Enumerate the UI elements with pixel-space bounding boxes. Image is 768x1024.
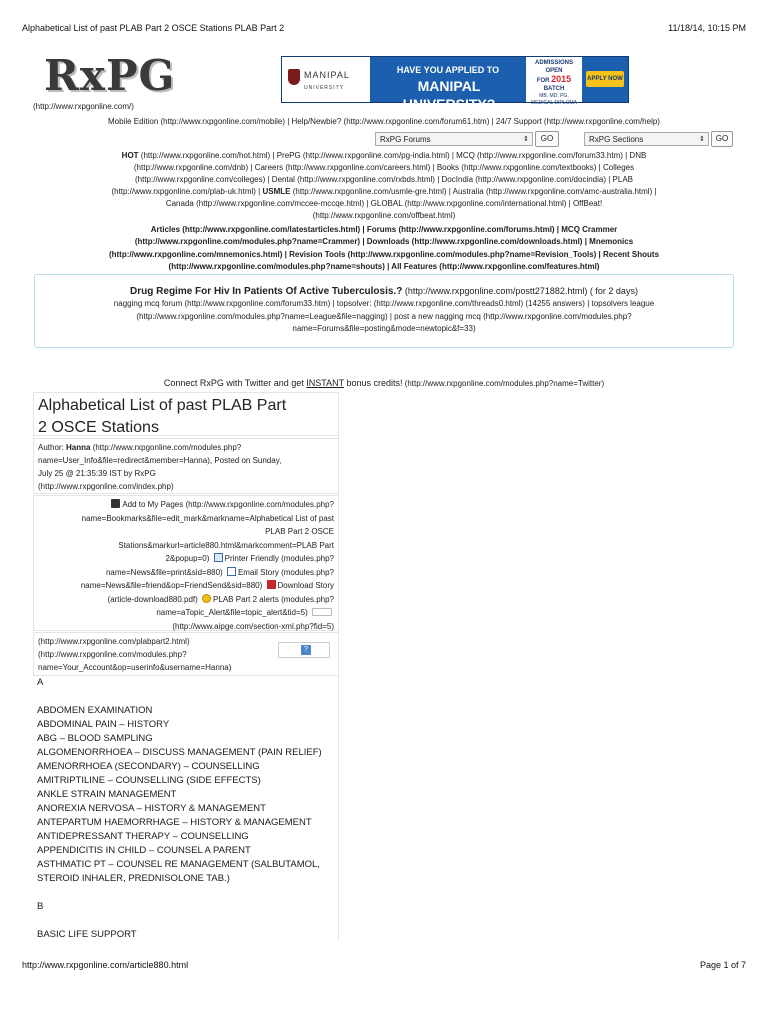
list-gap bbox=[37, 886, 337, 900]
author-line3: July 25 @ 21:35:39 IST by RxPG bbox=[38, 469, 156, 478]
bottom-l2[interactable]: (http://www.rxpgonline.com/modules.php? bbox=[38, 650, 187, 659]
list-item: ABDOMEN EXAMINATION bbox=[37, 705, 153, 716]
bookmark-disk-icon bbox=[111, 499, 120, 508]
email-story-link[interactable]: Email Story (modules.php? bbox=[237, 567, 334, 577]
author-url[interactable]: (http://www.rxpgonline.com/modules.php? bbox=[90, 443, 242, 452]
action-l3[interactable]: PLAB Part 2 OSCE bbox=[265, 527, 334, 536]
links-line-a[interactable] bbox=[34, 150, 734, 162]
list-item: ASTHMATIC PT – COUNSEL RE MANAGEMENT (SALBUTAMOL, bbox=[37, 859, 320, 870]
action-l1[interactable]: Add to My Pages (http://www.rxpgonline.com/modules.php? bbox=[122, 500, 334, 509]
banner-question-2: MANIPAL UNIVERSITY? bbox=[402, 78, 496, 112]
author-line1 bbox=[38, 441, 334, 454]
action-l9[interactable]: name=aTopic_Alert&file=topic_alert&tid=5) bbox=[156, 608, 308, 617]
article-author-info bbox=[33, 438, 339, 494]
feature-links[interactable] bbox=[30, 224, 738, 273]
author-line4[interactable]: (http://www.rxpgonline.com/index.php) bbox=[38, 482, 174, 491]
connect-post: bonus credits! bbox=[343, 378, 403, 388]
sections-select-value: RxPG Sections bbox=[589, 135, 644, 144]
article-title-line1: Alphabetical List of past PLAB Part bbox=[38, 397, 287, 414]
top-nav-links[interactable]: Mobile Edition (http://www.rxpgonline.com/mobile) | Help/Newbie? (http://www.rxpgonline.com/forum61.htm) | 24/7 Support (http://www.rxpgonline.com/help) bbox=[108, 117, 660, 126]
news-sub-line1[interactable]: nagging mcq forum (http://www.rxpgonline.com/forum33.htm) | topsolver: (http://www.rxpgonline.com/threads0.html) (14255 answers) | topsolvers league bbox=[113, 299, 655, 308]
author-line2 bbox=[38, 454, 334, 467]
forums-go-button[interactable]: GO bbox=[535, 131, 559, 147]
rss-button-icon[interactable] bbox=[312, 608, 332, 616]
section-heading-b: B bbox=[37, 901, 44, 912]
action-printer-row[interactable] bbox=[38, 552, 334, 566]
banner-brand-sub: UNIVERSITY bbox=[304, 85, 345, 91]
rxpg-logo[interactable]: RxPG bbox=[44, 51, 176, 100]
action-l5-pre[interactable]: 2&popup=0) bbox=[165, 554, 210, 563]
nagging-mcq-box bbox=[34, 274, 734, 348]
banner-admissions-line1: ADMISSIONS OPEN bbox=[534, 60, 573, 74]
list-item: ANTIDEPRESSANT THERAPY – COUNSELLING bbox=[37, 831, 249, 842]
feature-links-line1[interactable]: Articles (http://www.rxpgonline.com/latestarticles.html) | Forums (http://www.rxpgonline.com/forums.html) | MCQ Crammer bbox=[150, 225, 618, 234]
links-line-e[interactable]: Canada (http://www.rxpgonline.com/mccee-mccqe.html) | GLOBAL (http://www.rxpgonline.com/international.html) | OffBeat! bbox=[165, 199, 603, 208]
content-column-border bbox=[338, 392, 339, 940]
list-item: AMITRIPTILINE – COUNSELLING (SIDE EFFECTS) bbox=[37, 775, 261, 786]
article-actions bbox=[33, 495, 339, 631]
action-l8-pre[interactable]: (article-download880.pdf) bbox=[107, 594, 198, 604]
feature-links-line4[interactable]: (http://www.rxpgonline.com/modules.php?name=shouts) | All Features (http://www.rxpgonline.com/features.html) bbox=[168, 261, 600, 271]
printer-icon[interactable] bbox=[214, 553, 223, 562]
print-footer-page: Page 1 of 7 bbox=[699, 960, 746, 970]
plab-alerts-link[interactable]: PLAB Part 2 alerts (modules.php? bbox=[213, 594, 334, 604]
banner-brand: MANIPAL bbox=[304, 70, 350, 80]
news-headline[interactable]: Drug Regime For Hiv In Patients Of Active Tuberculosis.? bbox=[130, 286, 403, 297]
forums-select-value: RxPG Forums bbox=[380, 135, 431, 144]
author-url-rest[interactable]: name=User_Info&file=redirect&member=Hanna) bbox=[38, 456, 210, 465]
links-line-d-post[interactable]: (http://www.rxpgonline.com/usmle-gre.html) | Australia (http://www.rxpgonline.com/amc-australia.html) | bbox=[290, 187, 657, 196]
banner-question-1: HAVE YOU APPLIED TO bbox=[396, 65, 500, 75]
news-headline-url[interactable]: (http://www.rxpgonline.com/postt271882.html) bbox=[402, 286, 590, 296]
news-sub-line2[interactable]: (http://www.rxpgonline.com/modules.php?name=League&file=nagging) | post a new nagging mcq (http://www.rxpgonline.com/modules.php? bbox=[136, 311, 632, 321]
list-item: ABG – BLOOD SAMPLING bbox=[37, 733, 153, 744]
links-line-f[interactable]: (http://www.rxpgonline.com/offbeat.html) bbox=[312, 211, 456, 220]
list-item: ABDOMINAL PAIN – HISTORY bbox=[37, 719, 170, 730]
action-email-row[interactable] bbox=[38, 566, 334, 580]
news-headline-row[interactable] bbox=[35, 285, 733, 298]
list-item: AMENORRHOEA (SECONDARY) – COUNSELLING bbox=[37, 761, 260, 772]
print-footer-url: http://www.rxpgonline.com/article880.html bbox=[22, 960, 189, 970]
list-item: APPENDICITIS IN CHILD – COUNSEL A PARENT bbox=[37, 845, 251, 856]
banner-diploma: MEDICAL DIPLOMA bbox=[531, 100, 577, 106]
sections-go-button[interactable]: GO bbox=[711, 131, 733, 147]
action-add-to-pages[interactable] bbox=[38, 498, 334, 512]
help-button[interactable] bbox=[278, 642, 330, 658]
links-line-c[interactable]: (http://www.rxpgonline.com/colleges) | Dental (http://www.rxpgonline.com/rxbds.html) | DocIndia (http://www.rxpgonline.com/docindia) | PLAB bbox=[135, 175, 633, 184]
article-title-line2: 2 OSCE Stations bbox=[38, 419, 159, 436]
download-story-link[interactable]: Download Story bbox=[277, 581, 334, 590]
email-icon[interactable] bbox=[227, 567, 236, 576]
action-l6-pre[interactable]: name=News&file=print&sid=880) bbox=[105, 567, 223, 577]
author-label: Author: bbox=[38, 443, 67, 452]
news-age: ( for 2 days) bbox=[589, 286, 638, 296]
feature-links-line2[interactable]: (http://www.rxpgonline.com/modules.php?name=Crammer) | Downloads (http://www.rxpgonline.com/downloads.html) | Mnemonics bbox=[134, 237, 634, 247]
list-item: ANTEPARTUM HAEMORRHAGE – HISTORY & MANAGEMENT bbox=[37, 817, 312, 828]
help-icon: ? bbox=[301, 645, 311, 655]
author-name-link[interactable]: Hanna bbox=[66, 443, 91, 452]
print-header-title: Alphabetical List of past PLAB Part 2 OSCE Stations PLAB Part 2 bbox=[22, 23, 285, 33]
banner-admissions-line2 bbox=[526, 75, 582, 93]
list-item: ANOREXIA NERVOSA – HISTORY & MANAGEMENT bbox=[37, 803, 266, 814]
banner-brand-panel bbox=[282, 57, 370, 102]
pdf-icon[interactable] bbox=[267, 580, 276, 589]
usmle-link[interactable]: USMLE bbox=[262, 187, 291, 196]
station-list-a bbox=[37, 704, 337, 886]
action-l10[interactable]: (http://www.aipge.com/section-xml.php?fid=5) bbox=[172, 621, 334, 631]
list-gap bbox=[37, 914, 337, 928]
print-header-datetime: 11/18/14, 10:15 PM bbox=[668, 23, 746, 33]
links-line-d-pre[interactable]: (http://www.rxpgonline.com/plab-uk.html) | bbox=[111, 187, 263, 196]
news-sub-line3[interactable]: name=Forums&file=posting&mode=newtopic&f=33) bbox=[292, 324, 476, 333]
links-line-b[interactable]: (http://www.rxpgonline.com/dnb) | Careers (http://www.rxpgonline.com/careers.html) | Books (http://www.rxpgonline.com/textbooks) | Colleges bbox=[133, 163, 635, 172]
alert-icon[interactable] bbox=[202, 594, 211, 603]
article-title bbox=[33, 392, 339, 436]
section-heading-a: A bbox=[37, 677, 44, 688]
links-line-a-text[interactable]: (http://www.rxpgonline.com/hot.html) | PrePG (http://www.rxpgonline.com/pg-india.html) | MCQ (http://www.rxpgonline.com/forum33.htm) | DNB bbox=[138, 151, 647, 160]
select-arrows-icon: ⇕ bbox=[523, 136, 529, 143]
posted-on: , Posted on Sunday, bbox=[209, 456, 282, 465]
list-item: BASIC LIFE SUPPORT bbox=[37, 929, 137, 940]
printer-friendly-link[interactable]: Printer Friendly (modules.php? bbox=[224, 554, 334, 563]
station-list-b bbox=[37, 928, 337, 942]
banner-admissions bbox=[526, 57, 582, 106]
list-gap bbox=[37, 690, 337, 704]
banner-year: 2015 bbox=[551, 74, 572, 84]
bottom-l1[interactable]: (http://www.rxpgonline.com/plabpart2.html) bbox=[38, 637, 190, 646]
manipal-crest-icon bbox=[288, 69, 300, 85]
banner-for: FOR bbox=[536, 78, 550, 84]
hot-link[interactable]: HOT bbox=[121, 151, 139, 160]
forums-select[interactable] bbox=[375, 132, 533, 146]
action-l2[interactable]: name=Bookmarks&file=edit_mark&markname=Alphabetical List of past bbox=[81, 513, 334, 523]
feature-links-line3[interactable]: (http://www.rxpgonline.com/mnemonics.html) | Revision Tools (http://www.rxpgonline.com/modules.php?name=Revision_Tools) | Recent Shouts bbox=[108, 249, 660, 259]
twitter-connect[interactable] bbox=[0, 377, 768, 390]
manipal-banner[interactable] bbox=[281, 56, 629, 112]
action-l9-row[interactable] bbox=[38, 606, 334, 620]
select-arrows-icon: ⇕ bbox=[699, 136, 705, 143]
sections-select[interactable] bbox=[584, 132, 709, 146]
apply-now-button[interactable]: APPLY NOW bbox=[586, 71, 624, 87]
station-list bbox=[37, 676, 337, 942]
action-alert-row[interactable] bbox=[38, 593, 334, 607]
list-item: STEROID INHALER, PREDNISOLONE TAB.) bbox=[37, 873, 230, 884]
banner-programs: MB, MD, PG, bbox=[539, 93, 569, 99]
action-l4[interactable]: Stations&markurl=article880.html&markcomment=PLAB Part bbox=[118, 540, 334, 550]
list-item: ANKLE STRAIN MANAGEMENT bbox=[37, 789, 177, 800]
connect-url[interactable]: (http://www.rxpgonline.com/modules.php?name=Twitter) bbox=[402, 379, 605, 388]
list-item: ALGOMENORRHOEA – DISCUSS MANAGEMENT (PAIN RELIEF) bbox=[37, 747, 322, 758]
category-links[interactable] bbox=[34, 150, 734, 222]
connect-instant: INSTANT bbox=[306, 378, 344, 388]
action-download-row[interactable] bbox=[38, 579, 334, 593]
bottom-l3[interactable]: name=Your_Account&op=userinfo&username=Hanna) bbox=[38, 663, 232, 672]
logo-url[interactable]: (http://www.rxpgonline.com/) bbox=[33, 102, 134, 111]
connect-pre: Connect RxPG with Twitter and get bbox=[163, 378, 307, 388]
banner-batch: BATCH bbox=[543, 86, 565, 92]
links-line-d[interactable] bbox=[34, 186, 734, 198]
action-l7-pre[interactable]: name=News&file=friend&op=FriendSend&sid=880) bbox=[80, 581, 263, 590]
